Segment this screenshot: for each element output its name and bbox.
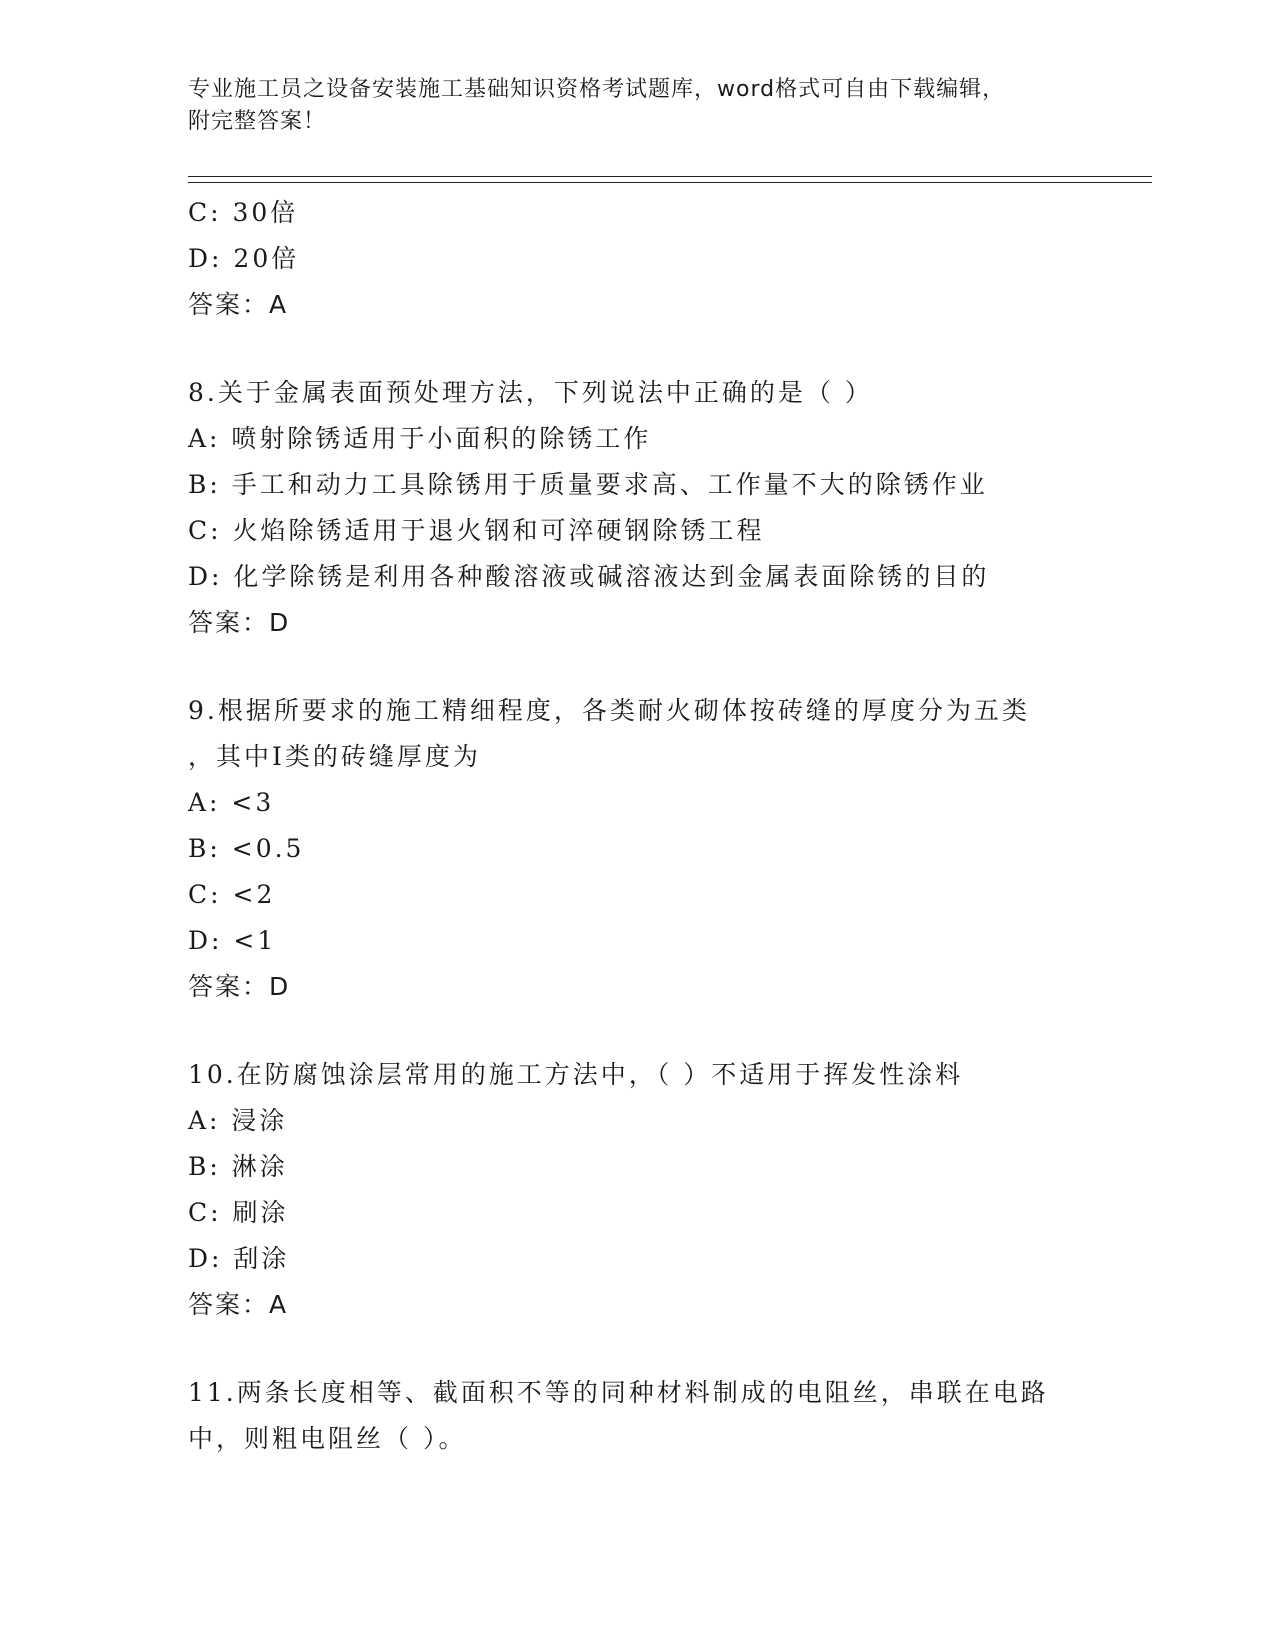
question-8-option-b: B: 手工和动力工具除锈用于质量要求高、工作量不大的除锈作业 xyxy=(188,470,988,499)
question-8-title: 8.关于金属表面预处理方法，下列说法中正确的是（ ） xyxy=(188,378,873,407)
question-8-option-d: D: 化学除锈是利用各种酸溶液或碱溶液达到金属表面除锈的目的 xyxy=(188,562,990,591)
question-9-answer: 答案：D xyxy=(188,972,291,1001)
question-10-option-b: B: 淋涂 xyxy=(188,1152,288,1181)
header-divider-bottom xyxy=(188,182,1152,183)
question-8-answer: 答案：D xyxy=(188,608,291,637)
question-9-title-line2: ，其中I类的砖缝厚度为 xyxy=(188,742,481,771)
question-11-title-line2: 中，则粗电阻丝（ ）。 xyxy=(188,1424,467,1453)
question-8-option-c: C: 火焰除锈适用于退火钢和可淬硬钢除锈工程 xyxy=(188,516,765,545)
question-9-option-d: D: <1 xyxy=(188,926,277,955)
option-d: D: 20倍 xyxy=(188,244,300,273)
question-8-option-a: A: 喷射除锈适用于小面积的除锈工作 xyxy=(188,424,652,453)
answer-text: 答案：A xyxy=(188,290,289,319)
question-10-option-c: C: 刷涂 xyxy=(188,1198,289,1227)
question-11-title-line1: 11.两条长度相等、截面积不等的同种材料制成的电阻丝，串联在电路 xyxy=(188,1378,1049,1407)
question-10-option-a: A: 浸涂 xyxy=(188,1106,288,1135)
question-list xyxy=(188,190,1088,1462)
question-9-option-a: A: <3 xyxy=(188,788,275,817)
question-10-title: 10.在防腐蚀涂层常用的施工方法中，（ ）不适用于挥发性涂料 xyxy=(188,1060,964,1089)
question-10-option-d: D: 刮涂 xyxy=(188,1244,290,1273)
question-9-option-b: B: <0.5 xyxy=(188,834,305,863)
question-9-option-c: C: <2 xyxy=(188,880,276,909)
question-9-title-line1: 9.根据所要求的施工精细程度，各类耐火砌体按砖缝的厚度分为五类 xyxy=(188,696,1030,725)
question-10-answer: 答案：A xyxy=(188,1290,289,1319)
page-header: 专业施工员之设备安装施工基础知识资格考试题库，word格式可自由下载编辑， 附完整答案！ xyxy=(188,77,1006,134)
header-divider-top xyxy=(188,176,1152,177)
option-c: C: 30倍 xyxy=(188,198,299,227)
